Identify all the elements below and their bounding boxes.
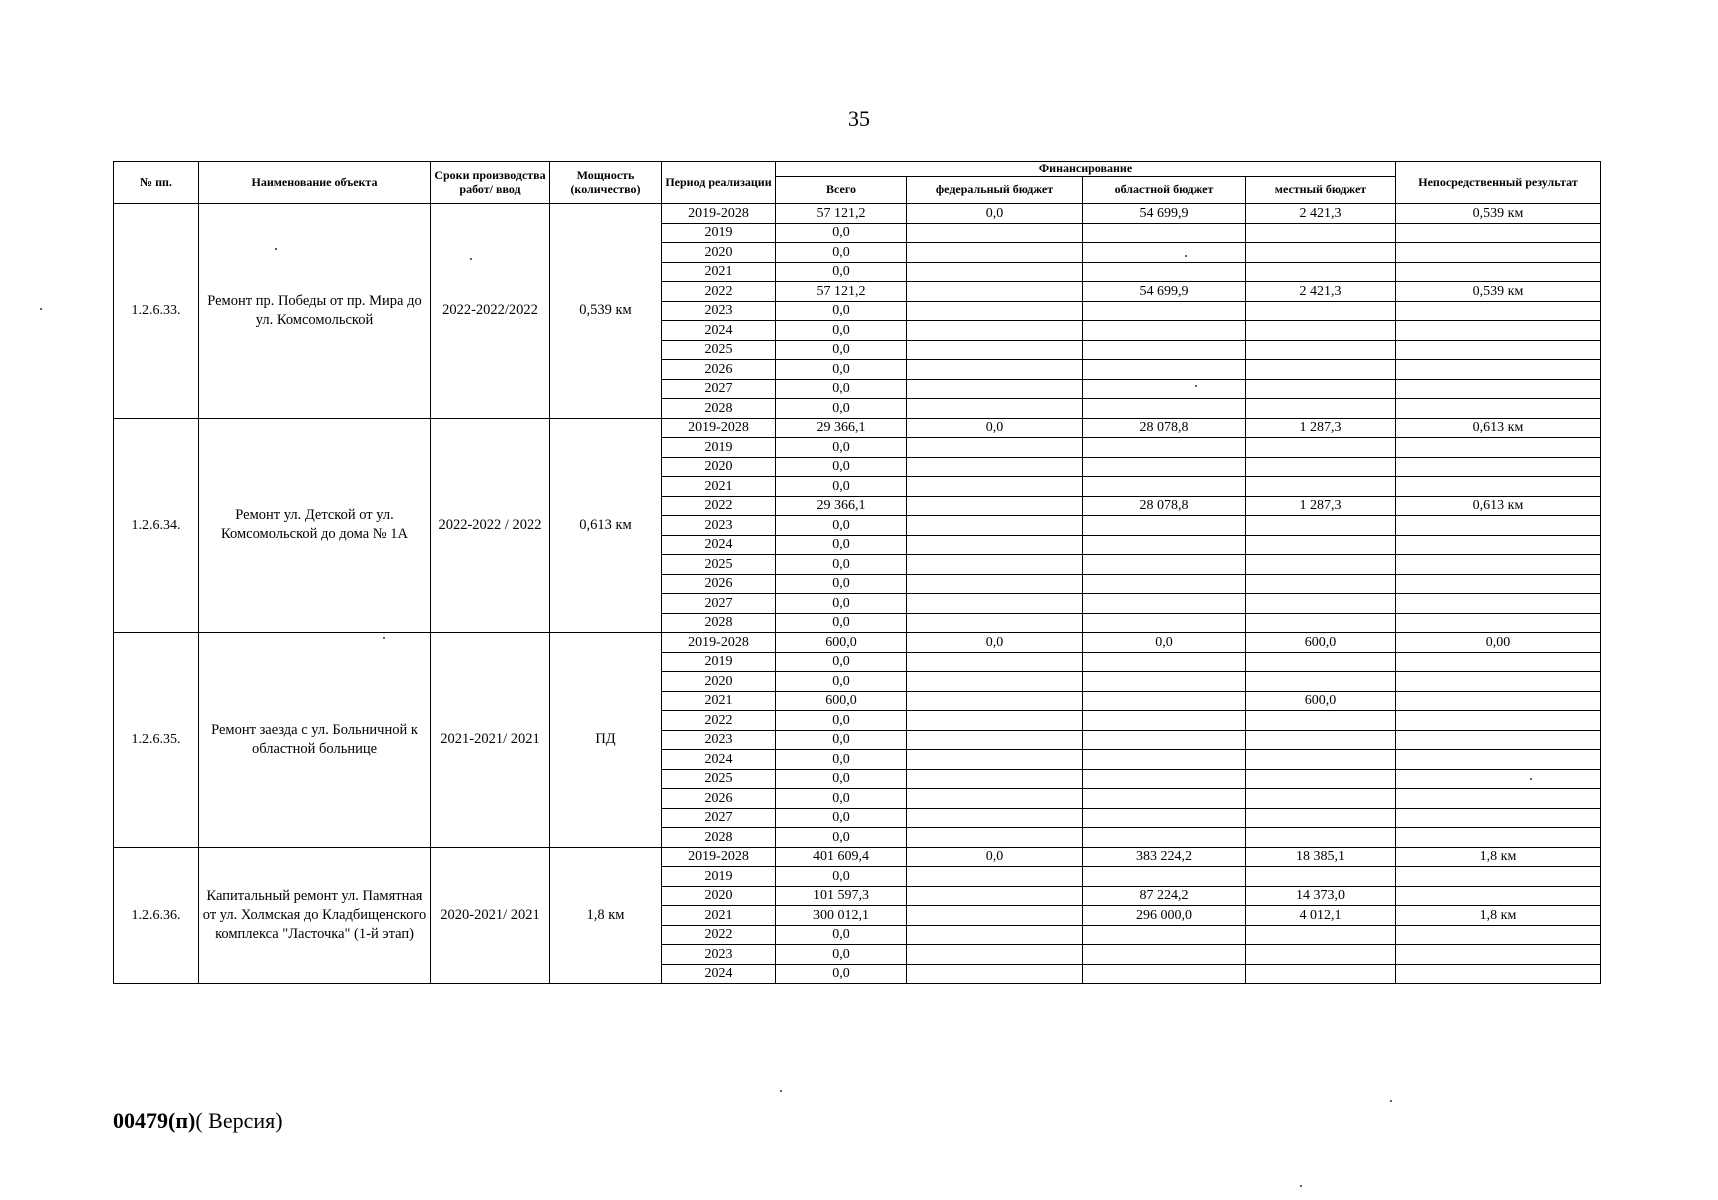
table-row [114,847,1601,867]
cell-regional: 296 000,0 [1083,906,1246,926]
cell-total: 0,0 [776,769,907,789]
cell-federal [907,672,1083,692]
scan-speck [275,248,277,250]
cell-local: 600,0 [1246,633,1396,653]
cell-period: 2019-2028 [662,847,776,867]
object-capacity: 1,8 км [550,847,662,984]
page-number: 35 [848,106,870,131]
cell-period: 2026 [662,574,776,594]
table-body [114,204,1601,984]
cell-period: 2019-2028 [662,204,776,224]
cell-regional [1083,828,1246,848]
cell-local: 4 012,1 [1246,906,1396,926]
cell-regional [1083,672,1246,692]
cell-regional [1083,594,1246,614]
cell-period: 2022 [662,282,776,302]
cell-local: 2 421,3 [1246,204,1396,224]
cell-regional [1083,711,1246,731]
cell-local [1246,360,1396,380]
cell-local [1246,243,1396,263]
cell-regional [1083,769,1246,789]
cell-local [1246,964,1396,984]
cell-federal: 0,0 [907,418,1083,438]
cell-local: 14 373,0 [1246,886,1396,906]
cell-regional [1083,730,1246,750]
cell-local [1246,555,1396,575]
cell-regional [1083,574,1246,594]
cell-federal: 0,0 [907,847,1083,867]
cell-period: 2022 [662,711,776,731]
object-capacity: ПД [550,633,662,848]
cell-regional [1083,360,1246,380]
cell-period: 2024 [662,535,776,555]
cell-local [1246,594,1396,614]
document-code [113,1108,283,1134]
cell-local [1246,399,1396,419]
cell-result [1396,301,1601,321]
cell-local [1246,672,1396,692]
cell-total: 0,0 [776,301,907,321]
cell-regional [1083,867,1246,887]
object-name: Ремонт заезда с ул. Больничной к областной больнице [199,633,431,848]
cell-period: 2020 [662,457,776,477]
scan-speck [470,258,472,260]
cell-regional [1083,555,1246,575]
cell-total: 0,0 [776,711,907,731]
cell-federal [907,477,1083,497]
cell-local: 18 385,1 [1246,847,1396,867]
cell-federal: 0,0 [907,204,1083,224]
cell-local [1246,613,1396,633]
cell-federal [907,925,1083,945]
cell-result [1396,691,1601,711]
cell-federal [907,886,1083,906]
cell-regional [1083,340,1246,360]
cell-regional: 54 699,9 [1083,204,1246,224]
cell-period: 2022 [662,496,776,516]
scan-speck [1530,778,1532,780]
cell-local [1246,574,1396,594]
cell-period: 2024 [662,750,776,770]
scan-speck [383,637,385,639]
cell-period: 2023 [662,301,776,321]
scan-speck [1390,1100,1392,1102]
cell-period: 2026 [662,789,776,809]
cell-federal [907,808,1083,828]
cell-result [1396,613,1601,633]
header-name: Наименование объекта [199,162,431,204]
cell-total: 0,0 [776,652,907,672]
cell-federal [907,262,1083,282]
cell-total: 57 121,2 [776,282,907,302]
header-regional: областной бюджет [1083,177,1246,204]
header-total: Всего [776,177,907,204]
cell-result [1396,886,1601,906]
cell-local [1246,808,1396,828]
cell-regional [1083,399,1246,419]
cell-local [1246,925,1396,945]
cell-result [1396,964,1601,984]
cell-federal [907,379,1083,399]
header-terms: Сроки производства работ/ ввод [431,162,550,204]
cell-total: 0,0 [776,925,907,945]
cell-federal [907,399,1083,419]
cell-total: 0,0 [776,535,907,555]
cell-period: 2027 [662,379,776,399]
cell-result: 0,613 км [1396,496,1601,516]
cell-regional [1083,925,1246,945]
cell-period: 2025 [662,769,776,789]
cell-total: 0,0 [776,457,907,477]
cell-period: 2019 [662,223,776,243]
cell-result [1396,828,1601,848]
cell-regional [1083,691,1246,711]
cell-result [1396,379,1601,399]
cell-period: 2020 [662,886,776,906]
cell-result [1396,223,1601,243]
cell-result: 0,00 [1396,633,1601,653]
cell-federal [907,438,1083,458]
cell-result [1396,594,1601,614]
cell-local [1246,828,1396,848]
cell-total: 57 121,2 [776,204,907,224]
object-name: Капитальный ремонт ул. Памятная от ул. Холмская до Кладбищенского комплекса "Ласточка" (1-й этап) [199,847,431,984]
cell-local [1246,340,1396,360]
cell-regional [1083,613,1246,633]
cell-regional [1083,243,1246,263]
cell-total: 0,0 [776,360,907,380]
cell-period: 2022 [662,925,776,945]
cell-federal [907,457,1083,477]
cell-period: 2021 [662,262,776,282]
cell-result [1396,340,1601,360]
object-terms: 2021-2021/ 2021 [431,633,550,848]
cell-period: 2028 [662,613,776,633]
cell-local [1246,223,1396,243]
cell-period: 2021 [662,906,776,926]
cell-result [1396,457,1601,477]
cell-total: 401 609,4 [776,847,907,867]
object-terms: 2022-2022/2022 [431,204,550,419]
header-federal: федеральный бюджет [907,177,1083,204]
cell-period: 2024 [662,964,776,984]
cell-local [1246,301,1396,321]
cell-regional [1083,652,1246,672]
cell-local [1246,652,1396,672]
cell-federal [907,516,1083,536]
cell-result: 1,8 км [1396,906,1601,926]
object-number: 1.2.6.35. [114,633,199,848]
header-financing: Финансирование [776,162,1396,177]
cell-federal [907,906,1083,926]
cell-period: 2020 [662,243,776,263]
cell-federal [907,691,1083,711]
cell-local [1246,516,1396,536]
document-number: 00479(п) [113,1108,196,1133]
cell-result [1396,789,1601,809]
object-terms: 2020-2021/ 2021 [431,847,550,984]
cell-regional: 0,0 [1083,633,1246,653]
cell-period: 2023 [662,730,776,750]
cell-period: 2019 [662,652,776,672]
cell-regional [1083,945,1246,965]
scan-speck [1300,1185,1302,1187]
cell-federal [907,945,1083,965]
cell-local [1246,477,1396,497]
cell-period: 2027 [662,594,776,614]
cell-result [1396,769,1601,789]
table-row [114,633,1601,653]
cell-federal [907,828,1083,848]
cell-total: 600,0 [776,633,907,653]
cell-local [1246,730,1396,750]
cell-regional [1083,789,1246,809]
cell-regional [1083,223,1246,243]
cell-total: 29 366,1 [776,496,907,516]
cell-federal [907,769,1083,789]
cell-period: 2024 [662,321,776,341]
cell-federal [907,282,1083,302]
cell-period: 2019 [662,438,776,458]
cell-federal [907,652,1083,672]
cell-total: 0,0 [776,262,907,282]
cell-federal [907,750,1083,770]
header-capacity: Мощность (количество) [550,162,662,204]
cell-regional [1083,262,1246,282]
cell-regional [1083,379,1246,399]
cell-total: 0,0 [776,789,907,809]
object-number: 1.2.6.34. [114,418,199,633]
cell-total: 0,0 [776,223,907,243]
cell-result [1396,574,1601,594]
cell-federal [907,867,1083,887]
cell-total: 0,0 [776,574,907,594]
cell-period: 2025 [662,555,776,575]
cell-local [1246,457,1396,477]
header-result: Непосредственный результат [1396,162,1601,204]
object-number: 1.2.6.36. [114,847,199,984]
cell-result: 0,539 км [1396,282,1601,302]
cell-local: 2 421,3 [1246,282,1396,302]
cell-result [1396,711,1601,731]
table-header [114,162,1601,204]
cell-local: 1 287,3 [1246,496,1396,516]
scan-speck [40,308,42,310]
cell-total: 0,0 [776,321,907,341]
object-number: 1.2.6.33. [114,204,199,419]
cell-result [1396,808,1601,828]
cell-federal [907,360,1083,380]
cell-federal [907,340,1083,360]
cell-result [1396,672,1601,692]
cell-result [1396,438,1601,458]
cell-total: 0,0 [776,477,907,497]
cell-result: 0,613 км [1396,418,1601,438]
cell-period: 2019-2028 [662,633,776,653]
cell-local [1246,750,1396,770]
cell-total: 0,0 [776,340,907,360]
cell-result [1396,477,1601,497]
cell-result [1396,652,1601,672]
cell-period: 2023 [662,945,776,965]
cell-period: 2019 [662,867,776,887]
cell-period: 2021 [662,477,776,497]
cell-local [1246,438,1396,458]
cell-total: 0,0 [776,594,907,614]
cell-period: 2026 [662,360,776,380]
cell-federal [907,496,1083,516]
cell-regional: 28 078,8 [1083,496,1246,516]
cell-regional [1083,535,1246,555]
cell-total: 0,0 [776,243,907,263]
cell-federal [907,555,1083,575]
scan-speck [780,1090,782,1092]
object-terms: 2022-2022 / 2022 [431,418,550,633]
cell-result [1396,945,1601,965]
cell-result [1396,399,1601,419]
cell-period: 2021 [662,691,776,711]
cell-total: 0,0 [776,672,907,692]
cell-total: 0,0 [776,730,907,750]
header-period: Период реализации [662,162,776,204]
cell-total: 0,0 [776,867,907,887]
cell-total: 0,0 [776,750,907,770]
object-capacity: 0,613 км [550,418,662,633]
cell-federal [907,321,1083,341]
object-name: Ремонт пр. Победы от пр. Мира до ул. Комсомольской [199,204,431,419]
cell-result [1396,535,1601,555]
cell-total: 0,0 [776,808,907,828]
cell-result: 1,8 км [1396,847,1601,867]
cell-local [1246,867,1396,887]
cell-period: 2027 [662,808,776,828]
cell-local [1246,379,1396,399]
header-num: № пп. [114,162,199,204]
cell-local: 600,0 [1246,691,1396,711]
cell-local: 1 287,3 [1246,418,1396,438]
cell-regional [1083,457,1246,477]
cell-federal [907,730,1083,750]
cell-result [1396,750,1601,770]
cell-federal: 0,0 [907,633,1083,653]
cell-regional [1083,808,1246,828]
cell-total: 0,0 [776,379,907,399]
cell-period: 2020 [662,672,776,692]
cell-total: 0,0 [776,613,907,633]
cell-federal [907,789,1083,809]
scan-speck [1185,255,1187,257]
cell-federal [907,223,1083,243]
header-local: местный бюджет [1246,177,1396,204]
cell-regional: 87 224,2 [1083,886,1246,906]
cell-federal [907,613,1083,633]
cell-federal [907,243,1083,263]
financing-table [113,161,1601,984]
cell-total: 600,0 [776,691,907,711]
cell-period: 2023 [662,516,776,536]
cell-total: 0,0 [776,399,907,419]
cell-period: 2028 [662,399,776,419]
cell-result [1396,555,1601,575]
document-version: ( Версия) [195,1108,283,1133]
cell-regional [1083,321,1246,341]
cell-federal [907,594,1083,614]
cell-regional [1083,750,1246,770]
cell-total: 0,0 [776,828,907,848]
cell-total: 0,0 [776,555,907,575]
cell-total: 0,0 [776,945,907,965]
cell-regional [1083,301,1246,321]
cell-regional: 28 078,8 [1083,418,1246,438]
table-row [114,418,1601,438]
cell-result [1396,516,1601,536]
table-row [114,204,1601,224]
cell-federal [907,964,1083,984]
cell-local [1246,262,1396,282]
cell-total: 0,0 [776,438,907,458]
cell-result: 0,539 км [1396,204,1601,224]
cell-local [1246,945,1396,965]
cell-result [1396,243,1601,263]
object-name: Ремонт ул. Детской от ул. Комсомольской до дома № 1А [199,418,431,633]
cell-local [1246,535,1396,555]
cell-period: 2025 [662,340,776,360]
cell-regional [1083,477,1246,497]
cell-local [1246,789,1396,809]
cell-federal [907,711,1083,731]
cell-result [1396,925,1601,945]
cell-result [1396,321,1601,341]
cell-regional: 54 699,9 [1083,282,1246,302]
cell-result [1396,262,1601,282]
cell-local [1246,711,1396,731]
cell-federal [907,301,1083,321]
cell-total: 0,0 [776,964,907,984]
object-capacity: 0,539 км [550,204,662,419]
cell-total: 29 366,1 [776,418,907,438]
cell-federal [907,574,1083,594]
cell-result [1396,867,1601,887]
cell-local [1246,769,1396,789]
scan-speck [1195,385,1197,387]
cell-regional [1083,516,1246,536]
cell-period: 2028 [662,828,776,848]
cell-total: 101 597,3 [776,886,907,906]
cell-regional [1083,438,1246,458]
cell-result [1396,360,1601,380]
cell-regional [1083,964,1246,984]
cell-regional: 383 224,2 [1083,847,1246,867]
cell-total: 0,0 [776,516,907,536]
cell-result [1396,730,1601,750]
cell-period: 2019-2028 [662,418,776,438]
cell-federal [907,535,1083,555]
cell-local [1246,321,1396,341]
cell-total: 300 012,1 [776,906,907,926]
